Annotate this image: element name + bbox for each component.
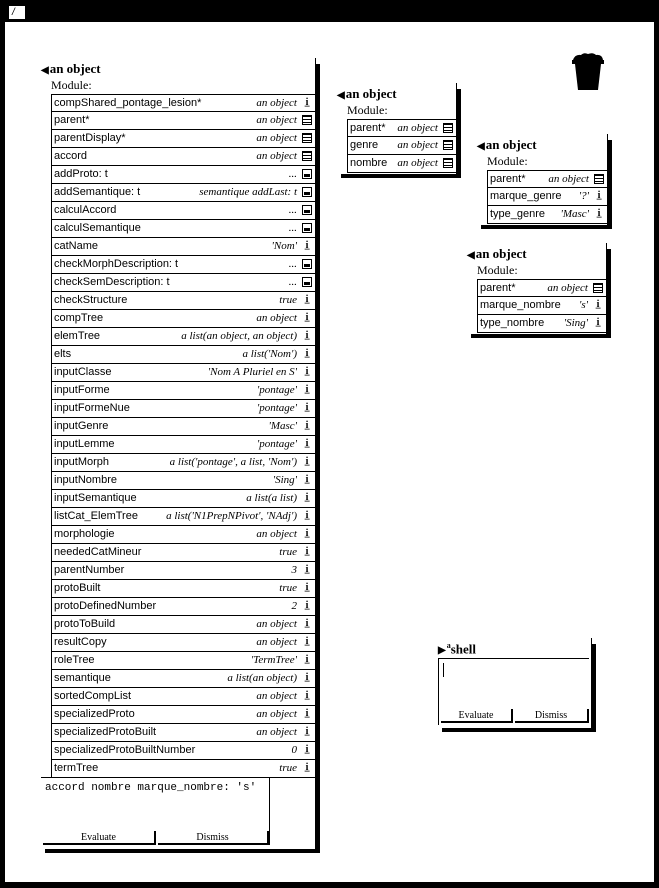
object-title[interactable]: ◀an object — [337, 86, 397, 101]
slot-row[interactable] — [51, 526, 316, 544]
slot-value[interactable]: ... — [288, 168, 297, 180]
slot-value[interactable]: 0 — [291, 744, 297, 756]
slot-row[interactable] — [51, 166, 316, 184]
slot-row[interactable] — [51, 490, 316, 508]
slot-row[interactable] — [51, 184, 316, 202]
object-title[interactable]: ◀an object — [41, 61, 101, 76]
slot-value[interactable]: 'Sing' — [563, 317, 588, 329]
slot-row[interactable] — [51, 616, 316, 634]
slot-row[interactable] — [347, 137, 457, 155]
slot-name: marque_nombre — [480, 299, 561, 311]
info-icon[interactable]: i̲ — [305, 672, 309, 683]
slot-value[interactable]: semantique addLast: t — [199, 186, 297, 198]
method-box-icon[interactable] — [302, 169, 312, 179]
slot-value[interactable]: an object — [397, 157, 438, 169]
list-icon[interactable] — [443, 140, 453, 150]
slot-row[interactable] — [51, 652, 316, 670]
slot-value[interactable]: true — [279, 294, 297, 306]
info-icon[interactable]: i̲ — [305, 474, 309, 485]
info-icon[interactable]: i̲ — [596, 299, 600, 310]
info-icon[interactable]: i̲ — [305, 582, 309, 593]
expand-arrow-icon[interactable]: ▶ — [438, 645, 446, 657]
slot-name: elts — [54, 348, 72, 360]
shell-title[interactable]: ▶$^a$shell — [438, 641, 476, 657]
list-icon[interactable] — [302, 151, 312, 161]
collapse-arrow-icon[interactable]: ◀ — [467, 250, 475, 261]
info-icon[interactable]: i̲ — [305, 402, 309, 413]
slot-value[interactable]: ... — [288, 276, 297, 288]
method-box-icon[interactable] — [302, 205, 312, 215]
slot-row[interactable] — [477, 297, 607, 315]
info-icon[interactable]: i̲ — [305, 546, 309, 557]
slot-name: inputForme — [54, 384, 110, 396]
window-menu-button[interactable]: / — [8, 5, 26, 20]
slot-name: parent* — [490, 173, 526, 185]
slot-value[interactable]: an object — [397, 139, 438, 151]
info-icon[interactable]: i̲ — [305, 654, 309, 665]
slot-name: catName — [54, 240, 99, 252]
module-label: Module: — [477, 263, 518, 277]
slot-value[interactable]: an object — [256, 726, 297, 738]
slot-name: inputNombre — [54, 474, 117, 486]
slot-value[interactable]: a list('N1PrepNPivot', 'NAdj') — [166, 510, 297, 522]
info-icon[interactable]: i̲ — [305, 330, 309, 341]
info-icon[interactable]: i̲ — [596, 317, 600, 328]
slot-name: addProto: t — [54, 168, 108, 180]
slot-name: marque_genre — [490, 190, 562, 202]
slot-row[interactable] — [51, 580, 316, 598]
slot-row[interactable] — [347, 155, 457, 173]
info-icon[interactable]: i̲ — [305, 510, 309, 521]
info-icon[interactable]: i̲ — [305, 420, 309, 431]
slot-value[interactable]: an object — [256, 150, 297, 162]
slot-name: inputSemantique — [54, 492, 137, 504]
slot-value[interactable]: an object — [256, 618, 297, 630]
module-label: Module: — [347, 103, 388, 117]
slot-value[interactable]: a list('pontage', a list, 'Nom') — [169, 456, 297, 468]
slot-row[interactable] — [51, 382, 316, 400]
slot-row[interactable] — [487, 206, 608, 224]
slot-value[interactable]: true — [279, 582, 297, 594]
slot-row[interactable] — [51, 220, 316, 238]
slot-name: addSemantique: t — [54, 186, 141, 198]
slot-name: inputLemme — [54, 438, 115, 450]
slot-value[interactable]: an object — [256, 114, 297, 126]
slot-row[interactable] — [51, 310, 316, 328]
text-cursor — [443, 663, 444, 677]
slot-name: semantique — [54, 672, 111, 684]
slot-row[interactable] — [51, 688, 316, 706]
object-outliner-nombre[interactable] — [465, 243, 611, 338]
slot-name: inputClasse — [54, 366, 112, 378]
slot-row[interactable] — [51, 112, 316, 130]
slot-row[interactable] — [51, 238, 316, 256]
slot-value[interactable]: an object — [547, 282, 588, 294]
slot-name: parent* — [480, 282, 516, 294]
info-icon[interactable]: i̲ — [305, 366, 309, 377]
slot-name: specializedProtoBuilt — [54, 726, 157, 738]
info-icon[interactable]: i̲ — [305, 690, 309, 701]
slot-list — [487, 170, 608, 224]
info-icon[interactable]: i̲ — [305, 762, 309, 773]
slot-row[interactable] — [51, 742, 316, 760]
object-title[interactable]: ◀an object — [477, 137, 537, 152]
slot-name: checkStructure — [54, 294, 128, 306]
slot-name: sortedCompList — [54, 690, 132, 702]
slot-name: type_genre — [490, 208, 546, 220]
slot-name: specializedProto — [54, 708, 135, 720]
slot-value[interactable]: an object — [256, 636, 297, 648]
slot-row[interactable] — [51, 670, 316, 688]
slot-name: inputMorph — [54, 456, 110, 468]
slot-row[interactable] — [51, 598, 316, 616]
slot-name: calculSemantique — [54, 222, 141, 234]
slot-value[interactable]: true — [279, 762, 297, 774]
slot-row[interactable] — [51, 256, 316, 274]
slot-row[interactable] — [51, 724, 316, 742]
slot-name: morphologie — [54, 528, 115, 540]
info-icon[interactable]: i̲ — [597, 208, 601, 219]
info-icon[interactable]: i̲ — [305, 240, 309, 251]
slot-row[interactable] — [51, 400, 316, 418]
slot-row[interactable] — [347, 119, 457, 137]
slot-row[interactable] — [51, 760, 316, 778]
slot-value[interactable]: 'Nom' — [271, 240, 297, 252]
slot-row[interactable] — [51, 634, 316, 652]
collapse-arrow-icon[interactable]: ◀ — [337, 90, 345, 101]
slot-value[interactable]: ... — [288, 204, 297, 216]
slot-name: parentNumber — [54, 564, 125, 576]
slot-value[interactable]: 's' — [579, 299, 588, 311]
slot-name: elemTree — [54, 330, 101, 342]
slot-value[interactable]: 'Masc' — [560, 208, 589, 220]
slot-name: genre — [350, 139, 379, 151]
evaluator-panel[interactable] — [41, 777, 270, 845]
slot-name: protoBuilt — [54, 582, 101, 594]
slot-value[interactable]: '?' — [578, 190, 589, 202]
slot-list — [477, 279, 607, 333]
slot-name: parentDisplay* — [54, 132, 126, 144]
slot-row[interactable] — [477, 279, 607, 297]
slot-row[interactable] — [51, 148, 316, 166]
slot-value[interactable]: an object — [256, 708, 297, 720]
slot-name: inputFormeNue — [54, 402, 130, 414]
slot-name: listCat_ElemTree — [54, 510, 138, 522]
slot-row[interactable] — [51, 130, 316, 148]
slot-row[interactable] — [51, 364, 316, 382]
slot-name: neededCatMineur — [54, 546, 142, 558]
main-object-outliner[interactable] — [39, 58, 320, 853]
slot-name: roleTree — [54, 654, 95, 666]
slot-row[interactable] — [51, 292, 316, 310]
slot-value[interactable]: 'pontage' — [256, 438, 297, 450]
slot-value[interactable]: an object — [256, 690, 297, 702]
slot-name: protoDefinedNumber — [54, 600, 157, 612]
slot-row[interactable] — [51, 454, 316, 472]
slot-row[interactable] — [51, 274, 316, 292]
evaluate-button[interactable]: Evaluate — [43, 831, 156, 845]
slot-value[interactable]: 'Masc' — [268, 420, 297, 432]
info-icon[interactable]: i̲ — [305, 528, 309, 539]
dismiss-button[interactable]: Dismiss — [158, 831, 269, 845]
slot-value[interactable]: an object — [397, 122, 438, 134]
info-icon[interactable]: i̲ — [305, 312, 309, 323]
slot-name: compTree — [54, 312, 104, 324]
slot-value[interactable]: an object — [548, 173, 589, 185]
slot-value[interactable]: a list(an object, an object) — [181, 330, 297, 342]
slot-row[interactable] — [51, 202, 316, 220]
list-icon[interactable] — [302, 133, 312, 143]
slot-row[interactable] — [487, 170, 608, 188]
slot-row[interactable] — [51, 436, 316, 454]
info-icon[interactable]: i̲ — [305, 744, 309, 755]
slot-value[interactable]: ... — [288, 222, 297, 234]
slot-value[interactable]: an object — [256, 528, 297, 540]
slot-value[interactable]: a list(an object) — [227, 672, 297, 684]
slot-name: parent* — [350, 122, 386, 134]
slot-name: termTree — [54, 762, 99, 774]
slot-value[interactable]: 2 — [291, 600, 297, 612]
slot-name: compShared_pontage_lesion* — [54, 97, 202, 109]
method-box-icon[interactable] — [302, 259, 312, 269]
slot-value[interactable]: a list(a list) — [246, 492, 297, 504]
info-icon[interactable]: i̲ — [305, 384, 309, 395]
info-icon[interactable]: i̲ — [305, 294, 309, 305]
slot-name: nombre — [350, 157, 388, 169]
slot-row[interactable] — [51, 544, 316, 562]
slot-row[interactable] — [51, 94, 316, 112]
info-icon[interactable]: i̲ — [305, 456, 309, 467]
object-outliner-parent[interactable] — [335, 83, 461, 178]
list-icon[interactable] — [302, 115, 312, 125]
slot-name: specializedProtoBuiltNumber — [54, 744, 196, 756]
slot-value[interactable]: true — [279, 546, 297, 558]
slot-value[interactable]: an object — [256, 312, 297, 324]
info-icon[interactable]: i̲ — [305, 492, 309, 503]
slot-value[interactable]: 'Nom A Pluriel en S' — [207, 366, 297, 378]
slot-value[interactable]: an object — [256, 97, 297, 109]
slot-value[interactable]: 'pontage' — [256, 402, 297, 414]
dismiss-button[interactable]: Dismiss — [515, 709, 589, 723]
list-icon[interactable] — [443, 123, 453, 133]
module-label: Module: — [487, 154, 528, 168]
evaluator-input[interactable]: accord nombre marque_nombre: 's' — [45, 782, 257, 794]
object-outliner-genre[interactable] — [475, 134, 612, 229]
slot-name: checkMorphDescription: t — [54, 258, 179, 270]
method-box-icon[interactable] — [302, 277, 312, 287]
slot-row[interactable] — [51, 328, 316, 346]
list-icon[interactable] — [443, 158, 453, 168]
slot-name: calculAccord — [54, 204, 117, 216]
trash-can-icon[interactable] — [571, 52, 605, 92]
slot-name: checkSemDescription: t — [54, 276, 170, 288]
slot-row[interactable] — [51, 346, 316, 364]
info-icon[interactable]: i̲ — [597, 190, 601, 201]
method-box-icon[interactable] — [302, 223, 312, 233]
slot-value[interactable]: ... — [288, 258, 297, 270]
slot-name: parent* — [54, 114, 90, 126]
slot-name: type_nombre — [480, 317, 545, 329]
shell-evaluator[interactable] — [438, 658, 589, 725]
info-icon[interactable]: i̲ — [305, 618, 309, 629]
slot-value[interactable]: 3 — [291, 564, 297, 576]
collapse-arrow-icon[interactable]: ◀ — [477, 141, 485, 152]
info-icon[interactable]: i̲ — [305, 564, 309, 575]
slot-row[interactable] — [51, 508, 316, 526]
collapse-arrow-icon[interactable]: ◀ — [41, 65, 49, 76]
info-icon[interactable]: i̲ — [305, 600, 309, 611]
list-icon[interactable] — [594, 174, 604, 184]
shell-window[interactable] — [436, 638, 596, 732]
slot-row[interactable] — [477, 315, 607, 333]
list-icon[interactable] — [593, 283, 603, 293]
info-icon[interactable]: i̲ — [305, 97, 309, 108]
method-box-icon[interactable] — [302, 187, 312, 197]
slot-row[interactable] — [51, 706, 316, 724]
info-icon[interactable]: i̲ — [305, 348, 309, 359]
slot-row[interactable] — [51, 472, 316, 490]
slot-name: accord — [54, 150, 88, 162]
evaluate-button[interactable]: Evaluate — [441, 709, 513, 723]
info-icon[interactable]: i̲ — [305, 438, 309, 449]
info-icon[interactable]: i̲ — [305, 726, 309, 737]
slot-list — [51, 94, 316, 778]
slot-name: inputGenre — [54, 420, 109, 432]
slot-list — [347, 119, 457, 173]
slot-row[interactable] — [51, 418, 316, 436]
object-title[interactable]: ◀an object — [467, 246, 527, 261]
slot-value[interactable]: 'pontage' — [256, 384, 297, 396]
info-icon[interactable]: i̲ — [305, 708, 309, 719]
slot-row[interactable] — [487, 188, 608, 206]
slot-value[interactable]: an object — [256, 132, 297, 144]
module-label: Module: — [51, 78, 92, 92]
slot-value[interactable]: 'Sing' — [272, 474, 297, 486]
info-icon[interactable]: i̲ — [305, 636, 309, 647]
slot-name: protoToBuild — [54, 618, 116, 630]
slot-value[interactable]: a list('Nom') — [242, 348, 297, 360]
slot-value[interactable]: 'TermTree' — [250, 654, 297, 666]
slot-row[interactable] — [51, 562, 316, 580]
slot-name: resultCopy — [54, 636, 107, 648]
